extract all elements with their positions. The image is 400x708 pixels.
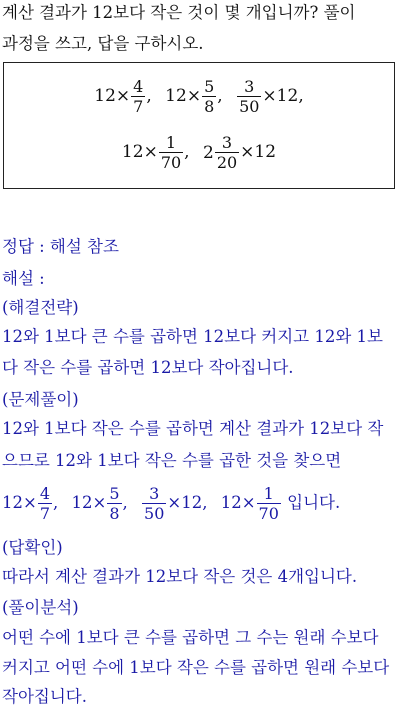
fraction: $\frac{3}{50}$ — [144, 484, 165, 523]
expr-1: 12× $\frac{4}{7}$ , — [94, 77, 152, 116]
answer-label: 정답 : 해설 참조 — [2, 237, 119, 256]
analysis-line-1: 어떤 수에 1보다 큰 수를 곱하면 그 수는 원래 수보다 — [2, 628, 379, 647]
expr-3: $\frac{3}{50}$ ×12, — [239, 77, 304, 116]
solve-heading: (문제풀이) — [2, 390, 79, 409]
solve-expr-4: 12× $\frac{1}{70}$ — [220, 484, 279, 523]
expr-2: 12× $\frac{5}{8}$ , — [165, 77, 223, 116]
fraction: $\frac{5}{8}$ — [204, 77, 215, 116]
fraction: $\frac{1}{70}$ — [160, 133, 182, 172]
solve-line-1: 12와 1보다 작은 수를 곱하면 계산 결과가 12보다 작 — [2, 419, 384, 438]
fraction: $\frac{1}{70}$ — [258, 484, 279, 523]
fraction: $\frac{4}{7}$ — [39, 484, 51, 523]
solve-expr-3: $\frac{3}{50}$ ×12, — [144, 484, 208, 523]
expressions-box — [3, 62, 395, 189]
expr-4: 12× $\frac{1}{70}$ , — [121, 133, 190, 172]
strategy-line-1: 12와 1보다 큰 수를 곱하면 12보다 커지고 12와 1보 — [2, 327, 383, 346]
fraction: $\frac{5}{8}$ — [109, 484, 120, 523]
solve-expr-1: 12× $\frac{4}{7}$ , — [2, 484, 59, 523]
check-heading: (답확인) — [2, 538, 63, 557]
fraction: $\frac{4}{7}$ — [133, 77, 144, 116]
expression-row-2 — [4, 133, 394, 172]
solve-fractions-line — [2, 480, 340, 526]
expr-5: 2 $\frac{3}{20}$ ×12 — [202, 133, 277, 172]
analysis-line-3: 작아집니다. — [2, 687, 87, 706]
solve-line-2: 으므로 12와 1보다 작은 수를 곱한 것을 찾으면 — [2, 451, 342, 470]
solve-end-text: 입니다. — [287, 493, 341, 512]
question-line-2: 과정을 쓰고, 답을 구하시오. — [2, 34, 204, 53]
expression-row-1 — [4, 77, 394, 116]
fraction: $\frac{3}{20}$ — [216, 133, 238, 172]
check-line-1: 따라서 계산 결과가 12보다 작은 것은 4개입니다. — [2, 567, 358, 586]
fraction: $\frac{3}{50}$ — [239, 77, 260, 116]
question-line-1: 계산 결과가 12보다 작은 것이 몇 개입니까? 풀이 — [2, 3, 356, 22]
strategy-line-2: 다 작은 수를 곱하면 12보다 작아집니다. — [2, 358, 294, 377]
solve-expr-2: 12× $\frac{5}{8}$ , — [71, 484, 128, 523]
explanation-label: 해설 : — [2, 269, 45, 288]
analysis-line-2: 커지고 어떤 수에 1보다 작은 수를 곱하면 원래 수보다 — [2, 658, 390, 677]
analysis-heading: (풀이분석) — [2, 598, 79, 617]
strategy-heading: (해결전략) — [2, 298, 79, 317]
